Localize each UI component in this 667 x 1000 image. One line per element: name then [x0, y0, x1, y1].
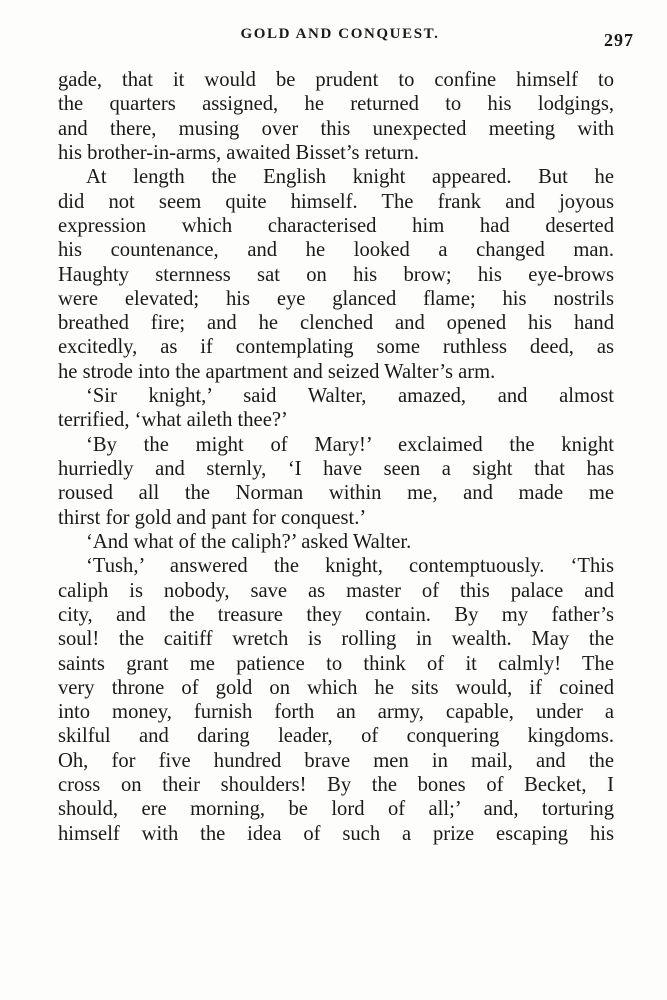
text-line: ‘By the might of Mary!’ exclaimed the knight [86, 433, 614, 456]
text-line: roused all the Norman within me, and made me [58, 482, 614, 505]
text-line: terrified, ‘what aileth thee?’ [58, 409, 288, 432]
text-line: into money, furnish forth an army, capable, under a [58, 701, 614, 724]
text-line: very throne of gold on which he sits would, if coined [58, 676, 614, 699]
text-line: skilful and daring leader, of conquering kingdoms. [58, 725, 614, 748]
page-number: 297 [604, 30, 634, 50]
text-line: he strode into the apartment and seized Walter’s arm. [58, 360, 496, 383]
body-text [58, 68, 614, 846]
text-line: caliph is nobody, save as master of this palace and [58, 579, 614, 602]
text-line: saints grant me patience to think of it calmly! The [58, 652, 614, 675]
text-line: the quarters assigned, he returned to his lodgings, [58, 93, 614, 116]
text-line: Oh, for five hundred brave men in mail, and the [58, 749, 614, 772]
text-line: were elevated; his eye glanced flame; his nostrils [58, 287, 614, 310]
text-line: city, and the treasure they contain. By my father’s [58, 603, 614, 626]
text-line: Haughty sternness sat on his brow; his eye-brows [58, 263, 614, 286]
text-line: soul! the caitiff wretch is rolling in wealth. May the [58, 628, 614, 651]
text-line: ‘Sir knight,’ said Walter, amazed, and almost [86, 385, 614, 408]
text-line: his brother-in-arms, awaited Bisset’s return. [58, 141, 420, 164]
text-line: expression which characterised him had deserted [58, 214, 614, 237]
text-line: did not seem quite himself. The frank and joyous [58, 190, 614, 213]
text-line: hurriedly and sternly, ‘I have seen a sight that has [58, 458, 614, 480]
text-line: ‘And what of the caliph?’ asked Walter. [86, 530, 412, 553]
text-line: should, ere morning, be lord of all;’ and, torturing [58, 798, 614, 821]
text-line: breathed fire; and he clenched and opened his hand [58, 312, 614, 335]
text-line: ‘Tush,’ answered the knight, contemptuously. ‘This [86, 555, 614, 578]
text-line: cross on their shoulders! By the bones of Becket, I [58, 774, 614, 797]
text-line: At length the English knight appeared. But he [86, 166, 614, 189]
text-line: thirst for gold and pant for conquest.’ [58, 506, 367, 529]
text-line: his countenance, and he looked a changed man. [58, 239, 614, 262]
text-line: himself with the idea of such a prize escaping his [58, 822, 614, 845]
running-head [60, 24, 634, 50]
text-line: and there, musing over this unexpected meeting with [58, 117, 614, 140]
running-title: GOLD AND CONQUEST. [240, 26, 440, 42]
text-line: excitedly, as if contemplating some ruthless deed, as [58, 336, 614, 359]
text-line: gade, that it would be prudent to confine himself to [58, 69, 614, 91]
